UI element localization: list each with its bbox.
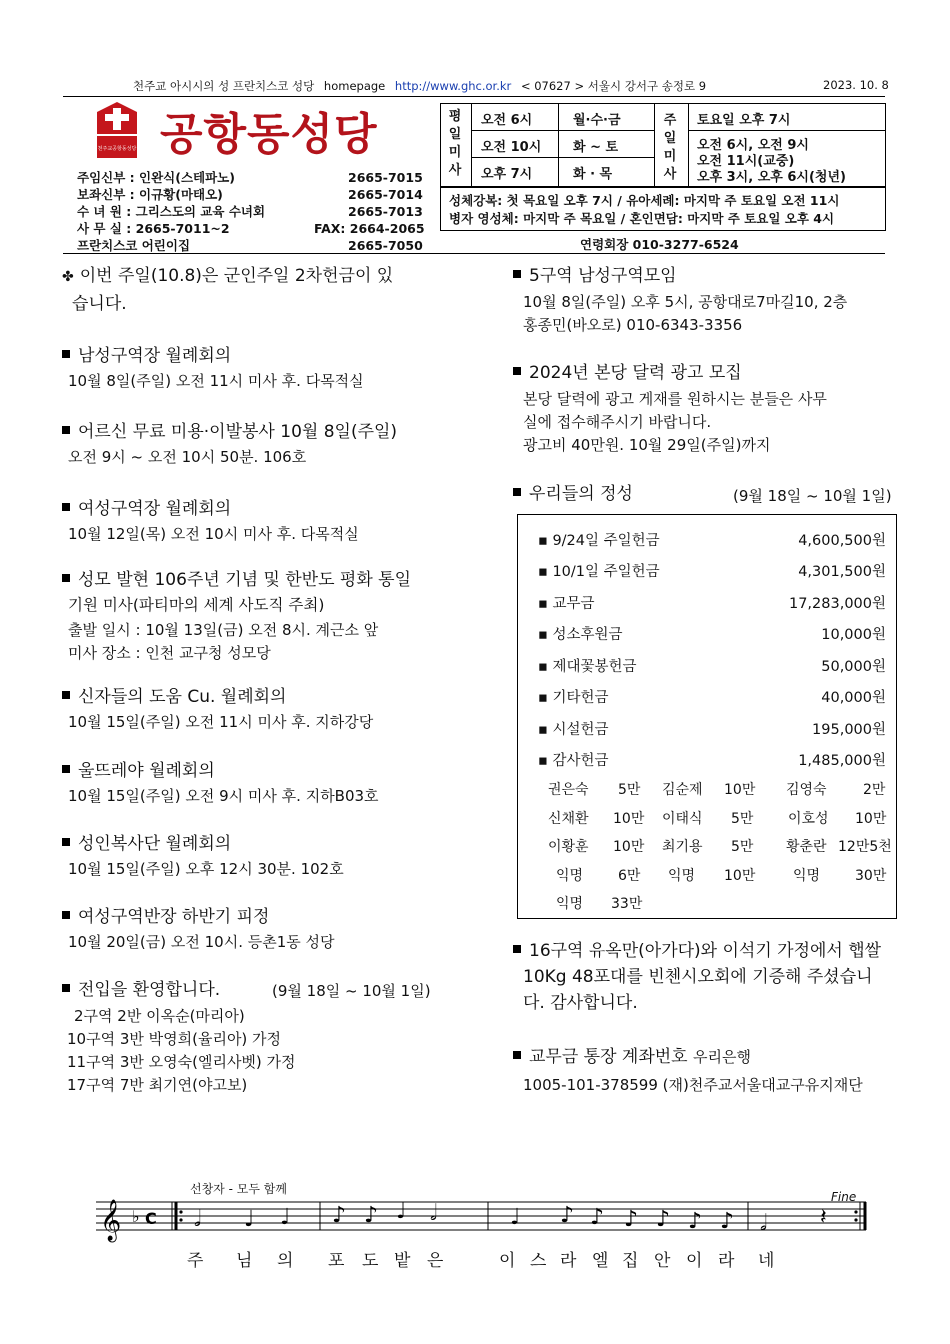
bulletin-date: 2023. 10. 8 bbox=[823, 78, 889, 92]
section-body: 실에 접수해주시기 바랍니다. bbox=[523, 413, 712, 431]
section-title: 2024년 본당 달력 광고 모집 bbox=[513, 362, 742, 385]
sunday-time: 오전 6시, 오전 9시 bbox=[697, 138, 809, 153]
donor-amount: 2만 bbox=[863, 782, 886, 798]
mass-schedule-table bbox=[440, 103, 886, 188]
donor-name: 익명 bbox=[668, 868, 696, 884]
staff-row: 사 무 실 : 2665-7011~2 FAX: 2664-2065 bbox=[77, 221, 425, 236]
svg-text:𝄽: 𝄽 bbox=[820, 1205, 827, 1230]
common-time-icon: C bbox=[145, 1209, 157, 1228]
section-body: 광고비 40만원. 10월 29일(주일)까지 bbox=[523, 436, 771, 454]
section-title: 신자들의 도움 Cu. 월례회의 bbox=[62, 686, 286, 709]
weekday-mass-label: 평일미사 bbox=[448, 109, 462, 178]
church-full-name: 천주교 아시시의 성 프란치스코 성당 bbox=[133, 79, 315, 93]
offering-row: ▪ 감사헌금 1,485,000원 bbox=[538, 753, 886, 769]
offering-row: ▪ 기타헌금 40,000원 bbox=[538, 690, 886, 706]
offering-row: ▪ 제대꽃봉헌금 50,000원 bbox=[538, 659, 886, 675]
svg-text:𝅗𝅥: 𝅗𝅥 bbox=[194, 1207, 201, 1232]
sunday-mass-label: 주일미사 bbox=[663, 113, 677, 182]
donor-amount: 6만 bbox=[618, 868, 641, 884]
offering-row: ▪ 시설헌금 195,000원 bbox=[538, 722, 886, 738]
section-title-cont: 10Kg 48포대를 빈첸시오회에 기증해 주셨습니 bbox=[523, 967, 873, 987]
section-title-cont: 다. 감사합니다. bbox=[523, 993, 638, 1013]
section-body: 10월 20일(금) 오전 10시. 등촌1동 성당 bbox=[68, 933, 335, 951]
section-range: (9월 18일 ~ 10월 1일) bbox=[733, 487, 892, 505]
section-body: 출발 일시 : 10월 13일(금) 오전 8시. 계근소 앞 bbox=[68, 621, 379, 639]
donor-name: 이호성 bbox=[788, 811, 829, 827]
donor-name: 익명 bbox=[556, 896, 584, 912]
donor-amount: 12만5천 bbox=[838, 839, 892, 855]
music-direction: 선창자 - 모두 함께 bbox=[190, 1182, 287, 1196]
section-title: 성모 발현 106주년 기념 및 한반도 평화 통일 bbox=[62, 569, 411, 592]
offerings-box bbox=[517, 514, 897, 919]
notice-line: ✤ 이번 주일(10.8)은 군인주일 2차헌금이 있 bbox=[62, 266, 394, 286]
donor-amount: 33만 bbox=[611, 896, 643, 912]
music-staff bbox=[0, 1180, 950, 1250]
donor-amount: 10만 bbox=[613, 839, 645, 855]
donor-amount: 30만 bbox=[855, 868, 887, 884]
section-body: 10월 8일(주일) 오후 5시, 공항대로7마길10, 2층 bbox=[523, 293, 848, 311]
section-body: 홍종민(바오로) 010-6343-3356 bbox=[523, 316, 743, 334]
donor-name: 이황훈 bbox=[548, 839, 589, 855]
homepage-label: homepage bbox=[323, 79, 386, 93]
weekday-days: 화 ~ 토 bbox=[573, 140, 619, 155]
funeral-society-president: 연령회장 010-3277-6524 bbox=[580, 237, 739, 252]
section-title: 교무금 통장 계좌번호 우리은행 bbox=[513, 1046, 751, 1069]
weekday-time: 오전 6시 bbox=[481, 113, 533, 128]
section-range: (9월 18일 ~ 10월 1일) bbox=[272, 982, 431, 1000]
section-title: 남성구역장 월례회의 bbox=[62, 345, 231, 368]
music-score: 선창자 - 모두 함께 Fine 𝄞 ♭ C 𝅗𝅥 ♩ ♩ ♪ ♪ ♩ 𝅗𝅥 ♩ ♪ ♪ ♪ ♪ ♪ ♪ 𝅗𝅥 𝄽 주 님 의 포 도 밭 은 이 스 라 엘 집 안 이 라 네 bbox=[0, 1180, 950, 1280]
staff-row: 프란치스코 어린이집 2665-7050 bbox=[77, 238, 423, 253]
section-title: 16구역 유옥만(아가다)와 이석기 가정에서 햅쌀 bbox=[513, 940, 881, 963]
section-title: 전입을 환영합니다. bbox=[62, 979, 220, 1002]
offering-row: ▪ 교무금 17,283,000원 bbox=[538, 596, 886, 612]
notice-line: 습니다. bbox=[72, 294, 127, 314]
weekday-time: 오전 10시 bbox=[481, 140, 542, 155]
svg-text:♪: ♪ bbox=[590, 1205, 605, 1230]
section-body: 10월 15일(주일) 오후 12시 30분. 102호 bbox=[68, 860, 344, 878]
donor-amount: 10만 bbox=[613, 811, 645, 827]
donor-amount: 5만 bbox=[618, 782, 641, 798]
donor-name: 익명 bbox=[793, 868, 821, 884]
section-body: 1005-101-378599 (재)천주교서울대교구유지재단 bbox=[523, 1076, 863, 1094]
svg-text:♩: ♩ bbox=[244, 1207, 255, 1232]
staff-row: 보좌신부 : 이규황(마태오) 2665-7014 bbox=[77, 187, 423, 202]
svg-text:♪: ♪ bbox=[624, 1207, 639, 1232]
welcome-row: 2구역 2반 이옥순(마리아) bbox=[74, 1007, 245, 1025]
svg-text:♪: ♪ bbox=[364, 1203, 379, 1228]
music-fine: Fine bbox=[831, 1190, 857, 1204]
section-body: 오전 9시 ~ 오전 10시 50분. 106호 bbox=[68, 448, 307, 466]
section-title: 우리들의 정성 bbox=[513, 483, 633, 506]
section-body: 10월 15일(주일) 오전 9시 미사 후. 지하B03호 bbox=[68, 787, 379, 805]
treble-clef-icon: 𝄞 bbox=[100, 1200, 122, 1241]
donor-amount: 5만 bbox=[731, 811, 754, 827]
svg-text:𝅗𝅥: 𝅗𝅥 bbox=[760, 1211, 767, 1236]
church-logo bbox=[93, 100, 141, 162]
svg-text:𝅗𝅥: 𝅗𝅥 bbox=[430, 1201, 437, 1226]
section-body: 10월 15일(주일) 오전 11시 미사 후. 지하강당 bbox=[68, 713, 374, 731]
section-title: 울뜨레야 월례회의 bbox=[62, 760, 215, 783]
donor-name: 황춘란 bbox=[786, 839, 827, 855]
svg-text:♪: ♪ bbox=[688, 1209, 703, 1234]
sacraments-line: 성체강복: 첫 목요일 오후 7시 / 유아세례: 마지막 주 토요일 오전 11시 bbox=[449, 193, 840, 208]
welcome-row: 11구역 3반 오영숙(엘리사벳) 가정 bbox=[67, 1053, 296, 1071]
donor-name: 이태식 bbox=[662, 811, 703, 827]
section-title: 성인복사단 월례회의 bbox=[62, 833, 231, 856]
clover-icon: ✤ bbox=[62, 269, 74, 285]
flat-icon: ♭ bbox=[132, 1207, 140, 1226]
svg-text:♪: ♪ bbox=[720, 1209, 735, 1234]
sunday-saturday-time: 토요일 오후 7시 bbox=[697, 113, 791, 128]
section-title-cont: 기원 미사(파티마의 세계 사도직 주최) bbox=[68, 596, 325, 614]
section-rule bbox=[63, 253, 885, 254]
sunday-time: 오전 11시(교중) bbox=[697, 154, 795, 169]
donor-amount: 5만 bbox=[731, 839, 754, 855]
address: < 07627 > 서울시 강서구 송정로 9 bbox=[520, 79, 707, 93]
donor-name: 권은숙 bbox=[548, 782, 589, 798]
donor-name: 신채환 bbox=[548, 811, 589, 827]
staff-row: 수 녀 원 : 그리스도의 교육 수녀회 2665-7013 bbox=[77, 204, 423, 219]
donor-amount: 10만 bbox=[855, 811, 887, 827]
logo-text: 천주교공항동성당 bbox=[97, 146, 137, 152]
staff-list bbox=[77, 169, 425, 254]
section-body: 10월 8일(주일) 오전 11시 미사 후. 다목적실 bbox=[68, 372, 364, 390]
section-title: 5구역 남성구역모임 bbox=[513, 265, 677, 288]
section-title: 어르신 무료 미용·이발봉사 10월 8일(주일) bbox=[62, 421, 397, 444]
welcome-row: 17구역 7반 최기연(야고보) bbox=[67, 1076, 248, 1094]
sacraments-line: 병자 영성체: 마지막 주 목요일 / 혼인면담: 마지막 주 토요일 오후 4시 bbox=[449, 211, 835, 226]
section-body: 본당 달력에 광고 게재를 원하시는 분들은 사무 bbox=[523, 390, 827, 408]
header-rule bbox=[63, 96, 885, 97]
donor-name: 최기용 bbox=[662, 839, 703, 855]
donor-name: 김영숙 bbox=[786, 782, 827, 798]
section-title: 여성구역장 월례회의 bbox=[62, 498, 231, 521]
welcome-row: 10구역 3반 박영희(율리아) 가정 bbox=[67, 1030, 282, 1048]
svg-text:♪: ♪ bbox=[332, 1203, 347, 1228]
offering-row: ▪ 성소후원금 10,000원 bbox=[538, 627, 886, 643]
donor-name: 김순제 bbox=[662, 782, 703, 798]
svg-text:♩: ♩ bbox=[510, 1205, 521, 1230]
svg-text:♪: ♪ bbox=[560, 1203, 575, 1228]
offering-row: ▪ 10/1일 주일헌금 4,301,500원 bbox=[538, 564, 886, 580]
sunday-time: 오후 3시, 오후 6시(청년) bbox=[697, 170, 846, 185]
svg-text:♩: ♩ bbox=[396, 1199, 407, 1224]
sacraments-info bbox=[440, 186, 886, 231]
svg-text:♩: ♩ bbox=[280, 1205, 291, 1230]
church-name: 공항동성당 bbox=[160, 109, 378, 160]
svg-text:♪: ♪ bbox=[656, 1207, 671, 1232]
weekday-time: 오후 7시 bbox=[481, 167, 533, 182]
donor-amount: 10만 bbox=[724, 868, 756, 884]
homepage-link[interactable]: http://www.ghc.or.kr bbox=[394, 79, 512, 93]
donor-name: 익명 bbox=[556, 868, 584, 884]
header-line bbox=[133, 78, 889, 94]
offering-row: ▪ 9/24일 주일헌금 4,600,500원 bbox=[538, 533, 886, 549]
donor-amount: 10만 bbox=[724, 782, 756, 798]
section-body: 10월 12일(목) 오전 10시 미사 후. 다목적실 bbox=[68, 525, 359, 543]
weekday-days: 월·수·금 bbox=[573, 113, 621, 128]
weekday-days: 화 · 목 bbox=[573, 167, 613, 182]
section-body: 미사 장소 : 인천 교구청 성모당 bbox=[68, 644, 271, 662]
section-title: 여성구역반장 하반기 피정 bbox=[62, 906, 269, 929]
staff-row: 주임신부 : 인완식(스테파노) 2665-7015 bbox=[77, 170, 423, 185]
